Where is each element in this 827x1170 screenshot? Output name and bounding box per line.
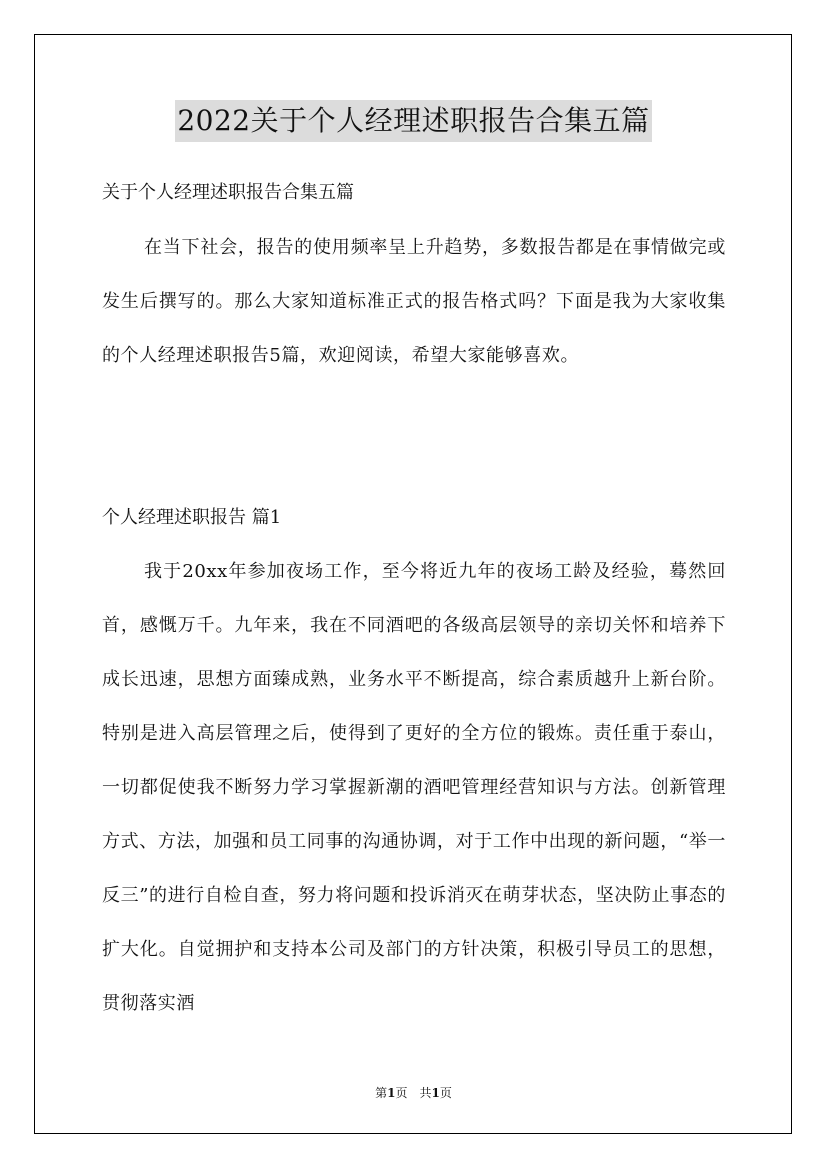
page-total-number: 1 (431, 1086, 440, 1100)
page-prefix: 第 (375, 1086, 388, 1100)
intro-paragraph: 在当下社会，报告的使用频率呈上升趋势，多数报告都是在事情做完或发生后撰写的。那么大家知道标准正式的报告格式吗？下面是我为大家收集的个人经理述职报告5篇，欢迎阅读，希望大家能够喜欢。 (102, 237, 726, 366)
document-title: 2022关于个人经理述职报告合集五篇 (175, 100, 651, 142)
page-suffix: 页 (439, 1086, 452, 1100)
section-heading: 个人经理述职报告 篇1 (102, 507, 282, 528)
page-mid: 页 共 (395, 1086, 432, 1100)
page-footer (0, 1084, 827, 1101)
page-current-number: 1 (387, 1086, 396, 1100)
title-container (0, 100, 827, 142)
document-subtitle: 关于个人经理述职报告合集五篇 (102, 182, 354, 203)
section-paragraph: 我于20xx年参加夜场工作，至今将近九年的夜场工龄及经验，蓦然回首，感慨万千。九年来，我在不同酒吧的各级高层领导的亲切关怀和培养下成长迅速，思想方面臻成熟，业务水平不断提高，综合素质越升上新台阶。特别是进入高层管理之后，使得到了更好的全方位的锻炼。责任重于泰山，一切都促使我不断努力学习掌握新潮的酒吧管理经营知识与方法。创新管理方式、方法，加强和员工同事的沟通协调，对于工作中出现的新问题，“举一反三”的进行自检自查，努力将问题和投诉消灭在萌芽状态，坚决防止事态的扩大化。自觉拥护和支持本公司及部门的方针决策，积极引导员工的思想，贯彻落实酒 (102, 561, 726, 1014)
